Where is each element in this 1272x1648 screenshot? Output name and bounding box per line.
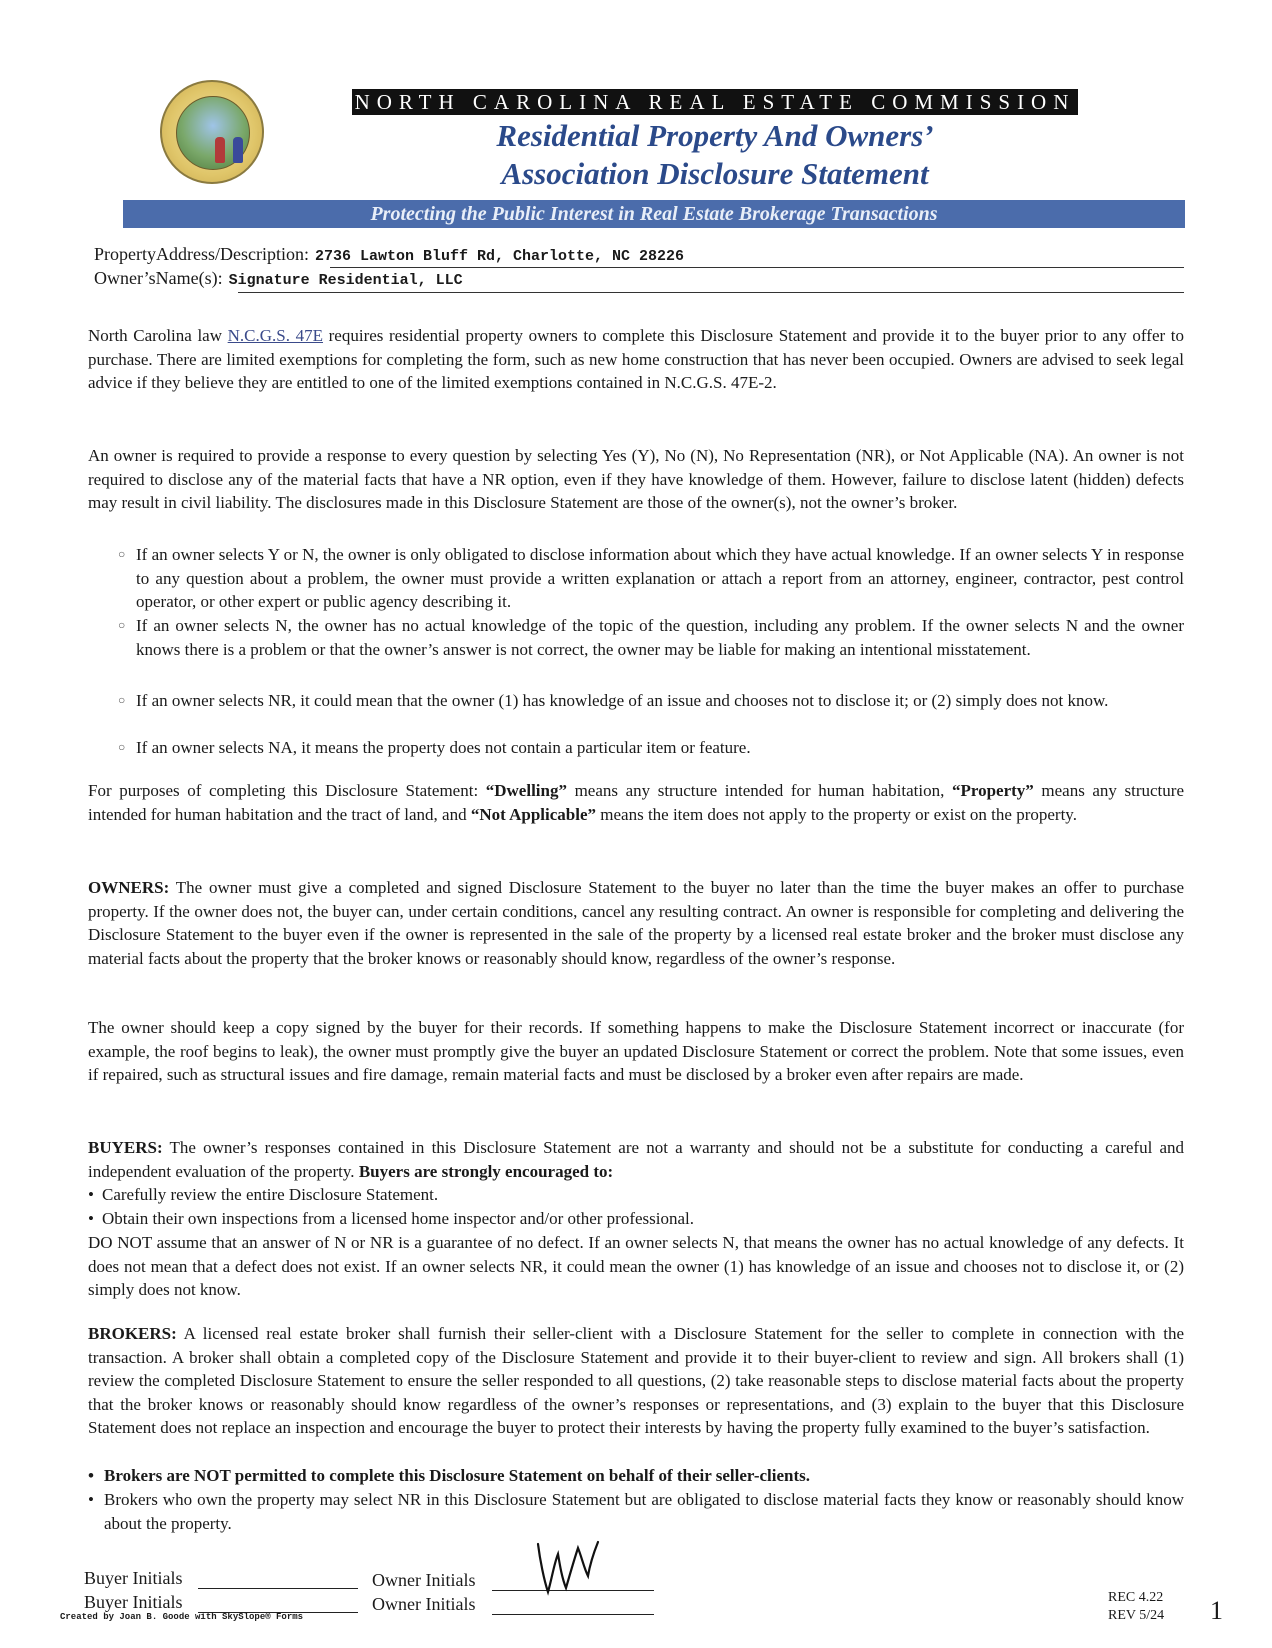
- sub-bullet-3: ○ If an owner selects NR, it could mean that the owner (1) has knowledge of an issue and chooses not to disclose it; or (2) simply does not know.: [136, 689, 1184, 713]
- form-title-line1: Residential Property And Owners’: [496, 118, 934, 153]
- definitions-paragraph: For purposes of completing this Disclosure Statement: “Dwelling” means any structure intended for human habitation, “Property” means any structure intended for human habitation and the tract of land, and “Not Applicable” means the item does not apply to the property or exist on the property.: [88, 781, 1184, 824]
- seal-figure-left: [215, 137, 225, 163]
- seal-center: [176, 96, 250, 170]
- bullet-icon: •: [88, 1466, 94, 1485]
- brokers-bullet-2: • Brokers who own the property may select NR in this Disclosure Statement but are obligated to disclose material facts they know or reasonably should know about the property.: [88, 1490, 1184, 1533]
- owners-heading: OWNERS:: [88, 878, 170, 897]
- owner-name-row: [94, 268, 463, 292]
- sub-bullet-4: ○ If an owner selects NA, it means the property does not contain a particular item or feature.: [136, 736, 1184, 760]
- owner-initials-label-1: Owner Initials: [372, 1570, 476, 1590]
- ncrec-seal-logo: [160, 80, 264, 184]
- buyers-paragraph-1: BUYERS: The owner’s responses contained in this Disclosure Statement are not a warranty and should not be a substitute for conducting a careful and independent evaluation of the property. Buyers are strongly encouraged to:: [88, 1138, 1184, 1181]
- buyers-heading: BUYERS:: [88, 1138, 163, 1157]
- buyer-initials-line-1[interactable]: [198, 1588, 358, 1589]
- rec-version: REC 4.22: [1108, 1590, 1164, 1605]
- seal-figure-right: [233, 137, 243, 163]
- sub-bullet-1: ○ If an owner selects Y or N, the owner is only obligated to disclose information about which they have actual knowledge. If an owner selects Y in response to any question about a problem, the owner must provide a written explanation or attach a report from an attorney, engineer, contractor, pest control operator, or other expert or public agency describing it.: [118, 545, 1184, 611]
- bullet-icon: •: [88, 1185, 94, 1204]
- commission-banner: NORTH CAROLINA REAL ESTATE COMMISSION: [352, 89, 1078, 115]
- owners-paragraph-1: OWNERS: The owner must give a completed and signed Disclosure Statement to the buyer no later than the time the buyer makes an offer to purchase property. If the owner does not, the buyer can, under certain conditions, cancel any resulting contract. An owner is responsible for completing and delivering the Disclosure Statement to the buyer even if the owner is represented in the sale of the property by a licensed real estate broker and the broker must disclose any material facts about the property that the broker knows or reasonably should know, regardless of the owner’s response.: [88, 878, 1184, 968]
- form-title-line2: Association Disclosure Statement: [501, 156, 929, 191]
- owner-name-underline: [238, 292, 1184, 293]
- hollow-bullet-icon: ○: [118, 547, 126, 561]
- owners-paragraph-2: The owner should keep a copy signed by the buyer for their records. If something happens to make the Disclosure Statement incorrect or inaccurate (for example, the roof begins to leak), the owner must promptly give the buyer an updated Disclosure Statement or correct the problem. Note that some issues, even if repaired, such as structural issues and fire damage, remain material facts and must be disclosed by a broker even after repairs are made.: [88, 1018, 1184, 1084]
- owner-name-label: Owner’sName(s):: [94, 268, 223, 288]
- owner-name-value[interactable]: Signature Residential, LLC: [228, 272, 463, 289]
- buyers-paragraph-2: DO NOT assume that an answer of N or NR is a guarantee of no defect. If an owner selects N, that means the owner has no actual knowledge of any defects. It does not mean that a defect does not exist. If an owner selects NR, it could mean the owner (1) has knowledge of an issue and chooses not to disclose it, or (2) simply does not know.: [88, 1233, 1184, 1299]
- bullet-icon: •: [88, 1490, 94, 1509]
- owner-initials-label-2: Owner Initials: [372, 1594, 476, 1614]
- owner-signature-initials: [530, 1540, 600, 1596]
- page-number: 1: [1210, 1596, 1223, 1625]
- created-by-note: Created by Joan B. Goode with SkySlope® Forms: [60, 1612, 304, 1622]
- brokers-paragraph: BROKERS: A licensed real estate broker shall furnish their seller-client with a Disclosure Statement for the seller to complete in connection with the transaction. A broker shall obtain a completed copy of the Disclosure Statement and provide it to their buyer-client to review and sign. All brokers shall (1) review the completed Disclosure Statement to ensure the seller responded to all questions, (2) take reasonable steps to disclose material facts about the property that the broker knows or reasonably should know regardless of the owner’s responses or representations, and (3) explain to the buyer that this Disclosure Statement does not replace an inspection and encourage the buyer to protect their interests by having the property fully examined to the buyer’s satisfaction.: [88, 1324, 1184, 1437]
- property-address-row: [94, 244, 684, 268]
- ncgs-47e-link[interactable]: N.C.G.S. 47E: [227, 326, 324, 345]
- buyers-bullet-2: • Obtain their own inspections from a licensed home inspector and/or other professional.: [88, 1207, 1184, 1231]
- hollow-bullet-icon: ○: [118, 740, 126, 754]
- property-address-label: PropertyAddress/Description:: [94, 244, 309, 264]
- property-address-value[interactable]: 2736 Lawton Bluff Rd, Charlotte, NC 28226: [314, 248, 685, 265]
- buyer-initials-label-1: Buyer Initials: [84, 1568, 183, 1588]
- sub-bullet-2: ○ If an owner selects N, the owner has no actual knowledge of the topic of the question, including any problem. If the owner selects N and the owner knows there is a problem or that the owner’s answer is not correct, the owner may be liable for making an intentional misstatement.: [118, 616, 1184, 659]
- buyers-bullet-1: • Carefully review the entire Disclosure Statement.: [88, 1183, 1184, 1207]
- intro-paragraph-2: An owner is required to provide a response to every question by selecting Yes (Y), No (N), No Representation (NR), or Not Applicable (NA). An owner is not required to disclose any of the material facts that have a NR option, even if they have knowledge of them. However, failure to disclose latent (hidden) defects may result in civil liability. The disclosures made in this Disclosure Statement are those of the owner(s), not the owner’s broker.: [88, 446, 1184, 512]
- brokers-heading: BROKERS:: [88, 1324, 177, 1343]
- owner-initials-line-2[interactable]: [492, 1614, 654, 1615]
- brokers-bullet-1: • Brokers are NOT permitted to complete this Disclosure Statement on behalf of their seller-clients.: [88, 1464, 1184, 1488]
- buyer-initials-label-2: Buyer Initials: [84, 1592, 183, 1612]
- hollow-bullet-icon: ○: [118, 693, 126, 707]
- tagline-banner: Protecting the Public Interest in Real Estate Brokerage Transactions: [123, 200, 1185, 228]
- hollow-bullet-icon: ○: [118, 618, 126, 632]
- rev-date: REV 5/24: [1108, 1608, 1165, 1623]
- bullet-icon: •: [88, 1209, 94, 1228]
- intro-paragraph-1: North Carolina law N.C.G.S. 47E requires residential property owners to complete this Disclosure Statement and provide it to the buyer prior to any offer to purchase. There are limited exemptions for completing the form, such as new home construction that has never been occupied. Owners are advised to seek legal advice if they believe they are entitled to one of the limited exemptions contained in N.C.G.S. 47E-2.: [88, 326, 1185, 392]
